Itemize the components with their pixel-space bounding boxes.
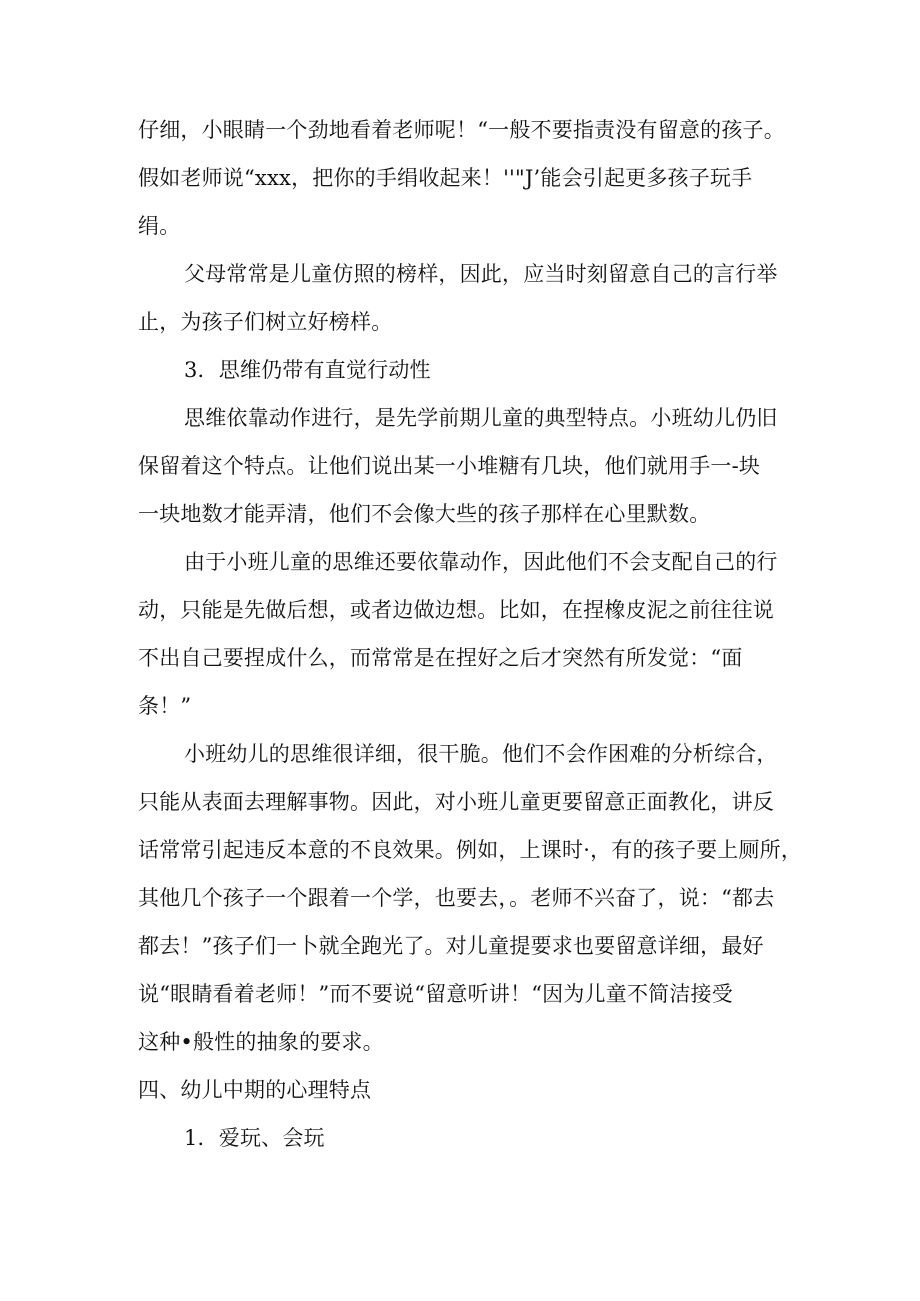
text-line: 一块地数才能弄清，他们不会像大些的孩子那样在心里默数。 [138,502,711,526]
text-line: 说“眼睛看着老师！”而不要说“留意听讲！“因为儿童不简洁接受 [138,982,733,1006]
text-line: 假如老师说“xxx，把你的手绢收起来！''"J’能会引起更多孩子玩手 [138,166,753,190]
chapter-heading: 四、幼儿中期的心理特点 [138,1078,372,1102]
text-line: 其他几个孩子一个跟着一个学，也要去，。老师不兴奋了，说：“都去 [138,886,775,910]
text-line: 由于小班儿童的思维还要依靠动作，因此他们不会支配自己的行 [184,550,778,574]
text-line: 绢。 [138,214,181,238]
text-line: 思维依靠动作进行，是先学前期儿童的典型特点。小班幼儿仍旧 [184,406,778,430]
text-line: 都去！”孩子们一卜就全跑光了。对儿童提要求也要留意详细，最好 [138,934,764,958]
text-line: 保留着这个特点。让他们说出某一小堆糖有几块，他们就用手一-块 [138,454,761,478]
text-line: 不出自己要捏成什么，而常常是在捏好之后才突然有所发觉：“面 [138,646,743,670]
text-line: 止，为孩子们树立好榜样。 [138,310,393,334]
section-heading: 3．思维仍带有直觉行动性 [184,358,431,382]
text-line: 条！” [138,694,192,718]
text-line: 小班幼儿的思维很详细，很干脆。他们不会作困难的分析综合， [184,742,778,766]
text-line: 只能从表面去理解事物。因此，对小班儿童更要留意正面教化，讲反 [138,790,774,814]
text-line: 仔细，小眼睛一个劲地看着老师呢！“一般不要指责没有留意的孩子。 [138,118,785,142]
section-heading: 1．爱玩、会玩 [184,1126,325,1150]
text-line: 动，只能是先做后想，或者边做边想。比如，在捏橡皮泥之前往往说 [138,598,774,622]
text-line: 父母常常是儿童仿照的榜样，因此，应当时刻留意自己的言行举 [184,262,778,286]
body-text [138,106,803,1162]
text-line: 话常常引起违反本意的不良效果。例如，上课时·，有的孩子要上厕所， [138,838,803,862]
text-line: 这种•般性的抽象的要求。 [138,1030,384,1054]
